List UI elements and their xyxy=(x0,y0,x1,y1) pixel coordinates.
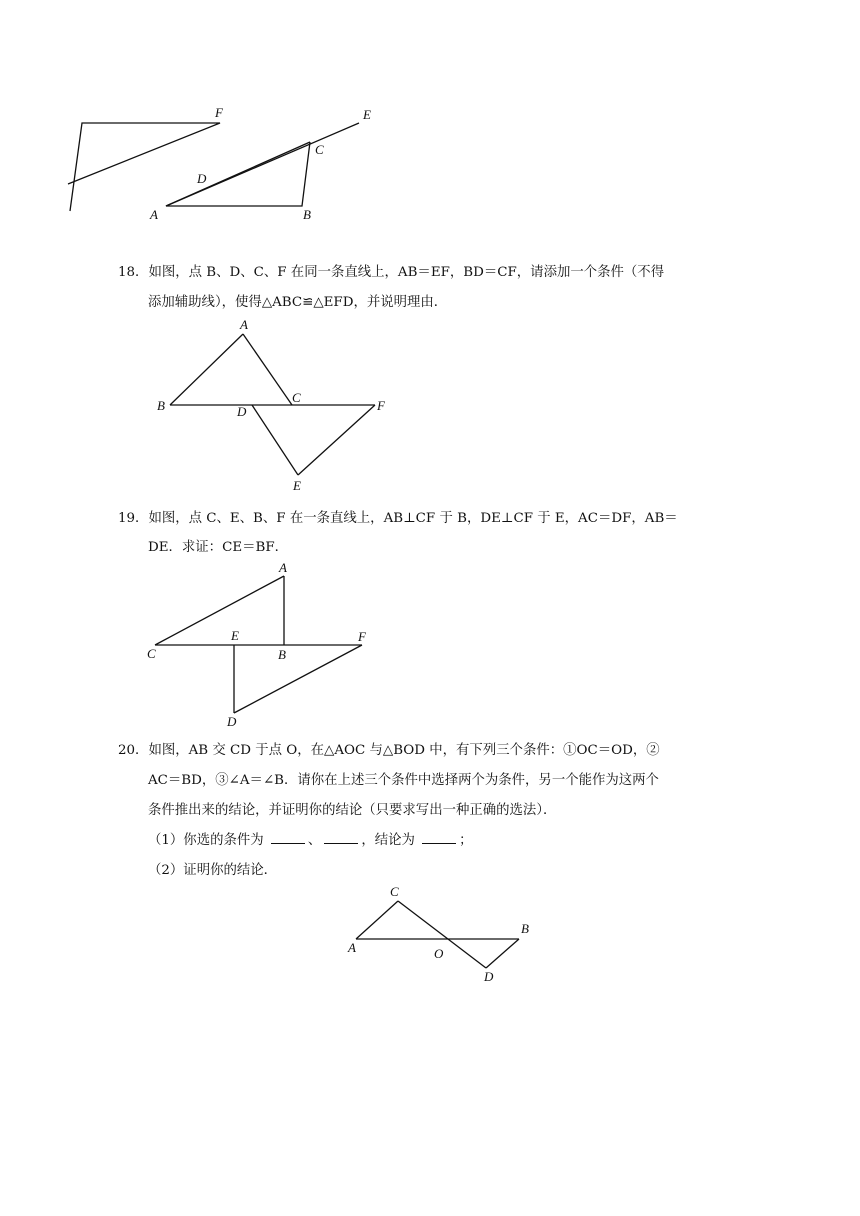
label-D: D xyxy=(197,171,207,186)
problem-20-line-1 xyxy=(118,739,660,758)
problem-20-sub-2: （2）证明你的结论． xyxy=(148,863,278,878)
figure-17-line-ae xyxy=(166,123,359,206)
sub1-mid: ，结论为 xyxy=(361,833,415,848)
label-D: D xyxy=(484,969,494,984)
problem-18-text-1: 如图，点 B、D、C、F 在同一条直线上，AB＝EF，BD＝CF，请添加一个条件（不得 xyxy=(148,265,665,280)
problem-20-line-3: 条件推出来的结论，并证明你的结论（只要求写出一种正确的选法）． xyxy=(148,803,557,818)
problem-19-line-1 xyxy=(118,507,678,526)
label-A: A xyxy=(279,560,287,575)
answer-blank-3[interactable] xyxy=(422,831,456,844)
label-F: F xyxy=(358,629,366,644)
label-C: C xyxy=(315,142,324,157)
figure-20 xyxy=(340,880,540,990)
label-F: F xyxy=(215,105,223,120)
problem-20-text-1: 如图，AB 交 CD 于点 O，在△AOC 与△BOD 中，有下列三个条件：①OC＝OD，② xyxy=(148,743,660,758)
label-E: E xyxy=(293,478,301,493)
label-D: D xyxy=(237,404,247,419)
sub1-sep: 、 xyxy=(307,833,322,848)
label-A: A xyxy=(240,317,248,332)
figure-19 xyxy=(140,560,380,730)
label-B: B xyxy=(157,398,165,413)
label-O: O xyxy=(434,946,444,961)
label-E: E xyxy=(363,107,371,122)
label-C: C xyxy=(390,884,399,899)
label-A: A xyxy=(348,940,356,955)
figure-18 xyxy=(150,315,400,495)
problem-20-line-2: AC＝BD，③∠A＝∠B．请你在上述三个条件中选择两个为条件，另一个能作为这两个 xyxy=(148,773,659,788)
problem-20-sub-1 xyxy=(148,829,473,848)
label-A: A xyxy=(150,207,158,222)
label-B: B xyxy=(521,921,529,936)
answer-blank-2[interactable] xyxy=(324,831,358,844)
figure-20-line-db xyxy=(486,939,519,968)
label-B: B xyxy=(303,207,311,222)
problem-18-line-2: 添加辅助线），使得△ABC≌△EFD，并说明理由． xyxy=(148,295,448,310)
label-B: B xyxy=(278,647,286,662)
sub1-end: ； xyxy=(459,833,473,848)
problem-19-number: 19． xyxy=(118,511,149,526)
figure-18-line-ac xyxy=(243,334,292,405)
figure-17 xyxy=(140,95,400,230)
figure-20-line-ac xyxy=(356,901,398,939)
problem-19-text-1: 如图，点 C、E、B、F 在一条直线上，AB⊥CF 于 B，DE⊥CF 于 E，AC＝DF，AB＝ xyxy=(148,511,678,526)
figure-18-line-ba xyxy=(170,334,243,405)
figure-19-line-ca xyxy=(155,576,284,645)
label-F: F xyxy=(377,398,385,413)
figure-19-line-df xyxy=(234,645,362,713)
sub1-prefix: （1）你选的条件为 xyxy=(148,833,264,848)
problem-18-number: 18． xyxy=(118,265,149,280)
label-E: E xyxy=(231,628,239,643)
problem-18-line-1 xyxy=(118,261,664,280)
answer-blank-1[interactable] xyxy=(271,831,305,844)
figure-18-line-de xyxy=(252,405,298,475)
label-D: D xyxy=(227,714,237,729)
figure-17-upper-shape xyxy=(68,123,220,211)
problem-19-line-2: DE．求证：CE＝BF． xyxy=(148,540,289,555)
label-C: C xyxy=(292,390,301,405)
label-C: C xyxy=(147,646,156,661)
figure-18-line-ef xyxy=(298,405,375,475)
problem-20-number: 20． xyxy=(118,743,149,758)
